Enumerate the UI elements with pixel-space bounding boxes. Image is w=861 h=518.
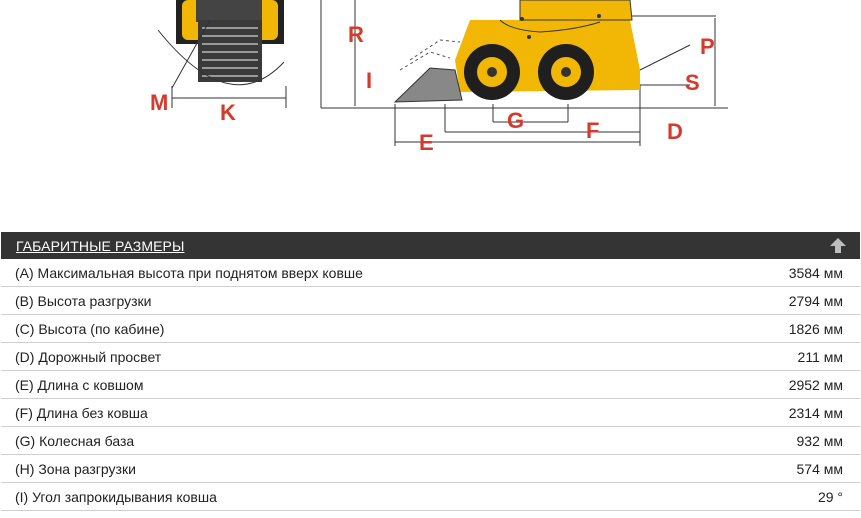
spec-label: (E) Длина с ковшом	[15, 376, 144, 393]
spec-value: 1826 мм	[788, 320, 843, 337]
table-row	[1, 399, 860, 427]
label-g: G	[507, 108, 525, 133]
front-view	[158, 0, 286, 108]
spec-value: 211 мм	[797, 348, 843, 365]
label-s: S	[685, 70, 700, 95]
label-p: P	[700, 34, 715, 59]
specs-table	[1, 259, 860, 511]
spec-value: 29 °	[817, 488, 843, 505]
table-row	[1, 315, 860, 343]
spec-label: (C) Высота (по кабине)	[15, 320, 165, 337]
table-row	[1, 455, 860, 483]
spec-label: (A) Максимальная высота при поднятом вверх ковше	[15, 264, 363, 281]
table-row	[1, 343, 860, 371]
spec-value: 574 мм	[796, 460, 843, 477]
label-r: R	[348, 22, 364, 47]
spec-value: 2952 мм	[788, 376, 843, 393]
label-d: D	[667, 119, 683, 144]
spec-label: (D) Дорожный просвет	[15, 348, 162, 365]
spec-label: (F) Длина без ковша	[15, 404, 148, 421]
spec-label: (G) Колесная база	[15, 432, 135, 449]
specs-title[interactable]: ГАБАРИТНЫЕ РАЗМЕРЫ	[16, 237, 185, 254]
side-view	[395, 0, 640, 102]
spec-label: (B) Высота разгрузки	[15, 292, 152, 309]
table-row	[1, 371, 860, 399]
spec-label: (H) Зона разгрузки	[15, 460, 136, 477]
label-m: M	[150, 90, 169, 115]
label-k: K	[220, 100, 236, 125]
spec-value: 932 мм	[796, 432, 843, 449]
table-row	[1, 427, 860, 455]
spec-value: 2794 мм	[788, 292, 843, 309]
specs-section-header[interactable]	[1, 232, 860, 259]
table-row	[1, 287, 860, 315]
spec-value: 2314 мм	[788, 404, 843, 421]
table-row	[1, 483, 860, 511]
dimensions-diagram	[0, 0, 861, 220]
spec-label: (I) Угол запрокидывания ковша	[15, 488, 217, 505]
label-i: I	[366, 68, 373, 93]
table-row	[1, 259, 860, 287]
label-e: E	[419, 130, 434, 155]
arrow-up-icon[interactable]	[829, 237, 847, 254]
spec-value: 3584 мм	[788, 264, 843, 281]
label-f: F	[586, 118, 600, 143]
